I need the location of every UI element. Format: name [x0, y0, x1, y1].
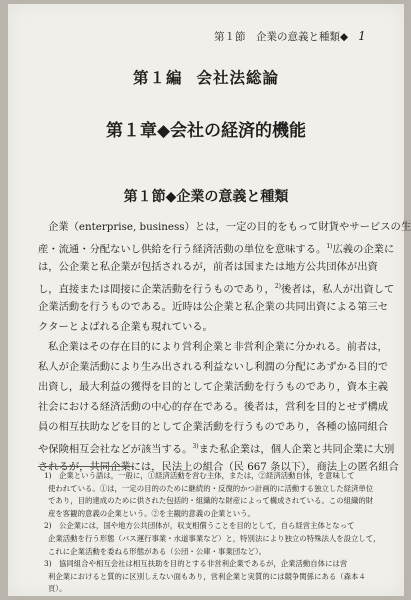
footnote-marker: 3)	[44, 559, 52, 569]
footnote-1: 1) 企業という語は，一般に，①経済活動を営む主体，または，②経済活動自体，を意味して 使われている。①は，一定の目的のために継続的・反復的かつ計画的に活動する独立した経済単位 であり，目的達成のために供された包括的・組織的な財産によって構成されている。この組織的財 産を客観的意義の企業という。②を主観的意義の企業という。	[44, 471, 374, 518]
text-line: クターとよばれる企業も現れている。	[38, 321, 213, 333]
text-line: や保険相互会社などが該当する。$^{3)}$また私企業は，個人企業と共同企業に大別	[38, 443, 395, 456]
section-title: 第１節◆企業の意義と種類	[123, 189, 289, 205]
text-line: 員の相互扶助などを目的として企業活動を行うものであり，各種の協同組合	[38, 421, 389, 433]
book-page	[8, 4, 411, 596]
footnote-divider	[38, 466, 134, 467]
footnotes	[38, 470, 390, 596]
footnote-marker: 2)	[44, 521, 52, 531]
part-title	[8, 66, 404, 88]
text-line: し，直接または間接に企業活動を行うものであり，$^{2)}$後者は，私人が出資して	[38, 283, 395, 296]
footnote-ref: 3)	[192, 443, 199, 450]
footnote-ref: 2)	[274, 283, 281, 290]
text-line: 企業活動を行うものである。近時は公企業と私企業の共同出資による第三セ	[38, 301, 389, 313]
chapter-title: 第１章◆会社の経済的機能	[105, 121, 307, 141]
text-line: 企業（enterprise, business）とは，一定の目的をもって財貨やサービスの生	[48, 221, 411, 233]
text-line: は，公企業と私企業が包括されるが，前者は国または地方公共団体が出資	[38, 261, 378, 273]
paragraph-1	[38, 217, 411, 337]
running-head	[214, 29, 366, 44]
text-line: 私企業はその存在目的により営利企業と非営利企業に分かれる。前者は，	[48, 341, 388, 353]
text-line: 社会における経済活動の中心的存在である。後者は，営利を目的とせず構成	[38, 401, 389, 413]
part-label: 第１編	[132, 68, 183, 87]
text-line: されるが，共同企業には，民法上の組合（民 667 条以下），商法上の匿名組合	[38, 461, 399, 473]
page-number: 1	[358, 29, 366, 43]
footnote-marker: 1)	[44, 471, 52, 480]
part-name: 会社法総論	[196, 68, 280, 87]
running-head-text: 第１節 企業の意義と種類◆	[214, 31, 349, 43]
text-line: 産・流通・分配ないし供給を行う経済活動の単位を意味する。$^{1)}$広義の企業に	[38, 243, 395, 256]
paragraph-2	[38, 337, 399, 477]
text-line: 出資し，最大利益の獲得を目的として企業活動を行うものであり，資本主義	[38, 381, 389, 393]
footnote-2: 2) 公企業には，国や地方公共団体が，収支相償うことを目的として，自ら経営主体となって 企業活動を行う形態（バス運行事業・水道事業など）と，特別法により独立の特殊法人を設立して， これに企業活動を委ねる形態がある（公団・公庫・事業団など）。	[44, 521, 381, 556]
footnote-ref: 1)	[326, 243, 333, 250]
text-line: 私人が企業活動により生み出される利益ないし利潤の分配にあずかる目的で	[38, 361, 389, 373]
footnote-3: 3) 協同組合や相互会社は相互扶助を目的とする非営利企業であるが，企業活動自体には営 利企業におけると質的に区別しえない面もあり，営利企業と実質的には競争関係にある（森本４ 頁）。	[44, 559, 366, 594]
